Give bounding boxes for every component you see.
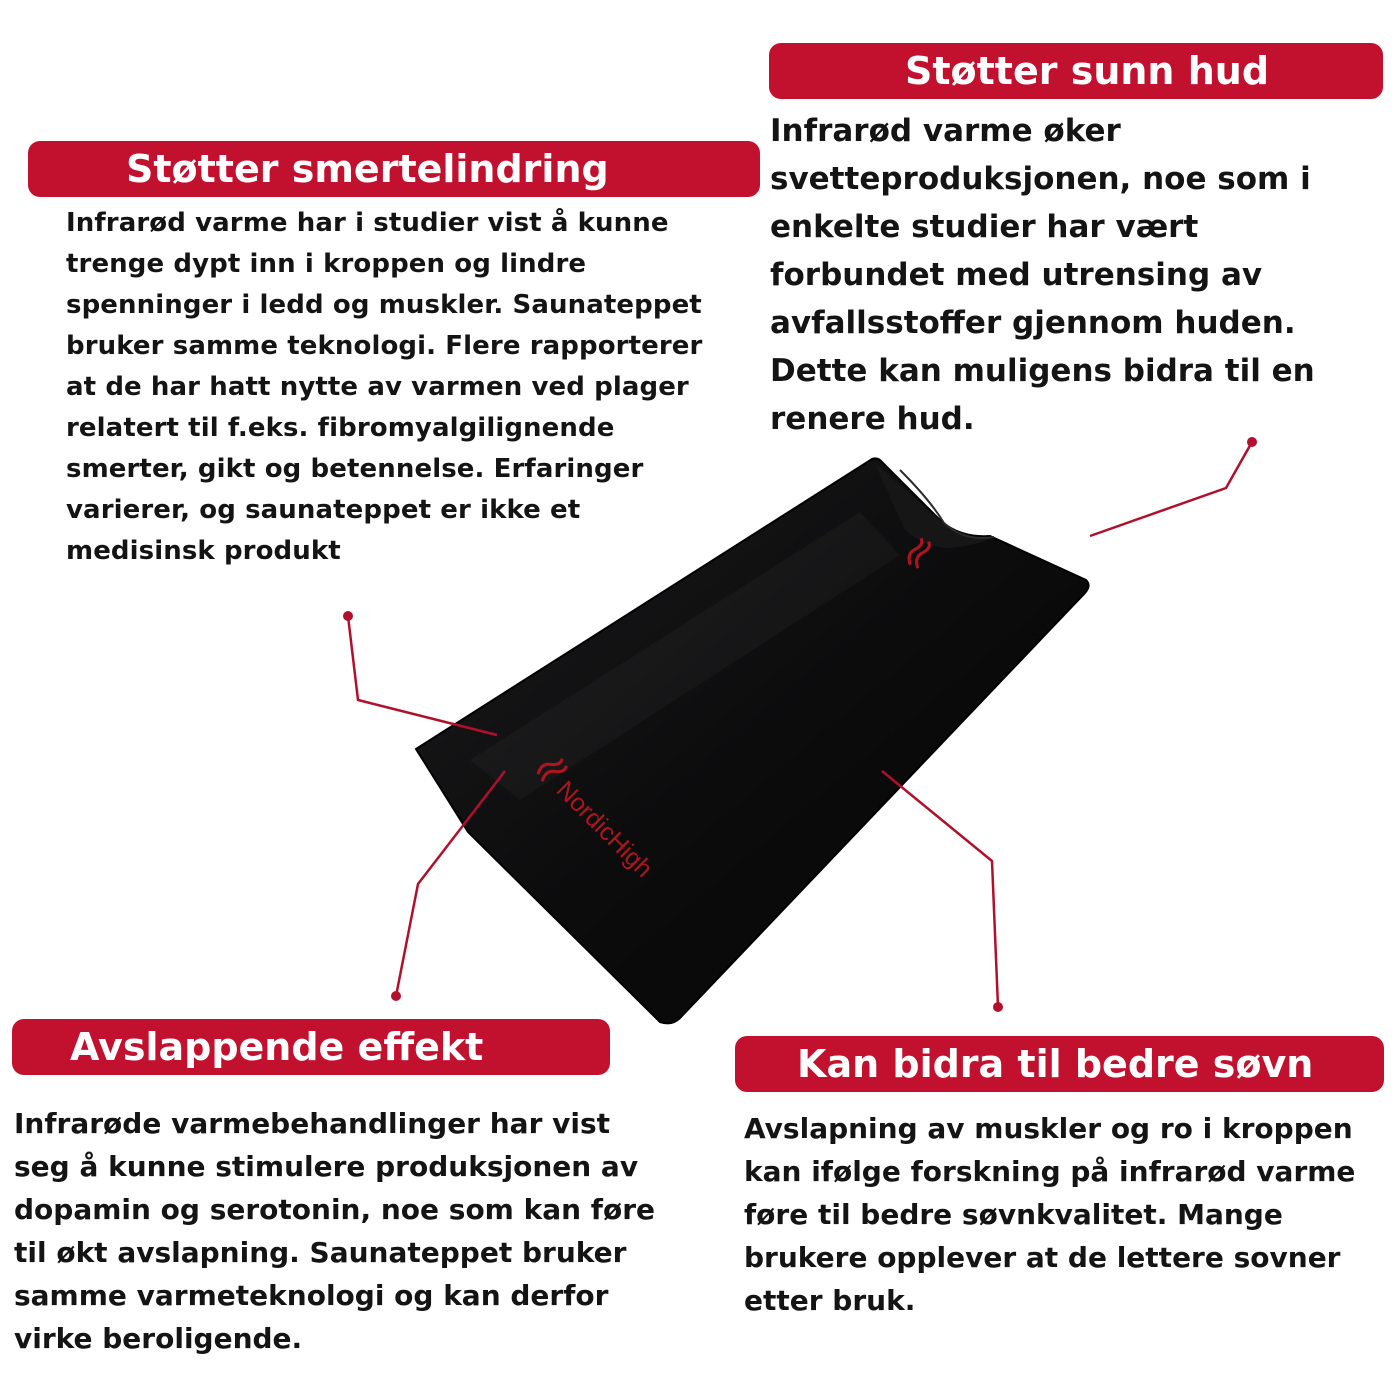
connector-dot-relax (391, 991, 401, 1001)
healthy-skin-text: Infrarød varme øker svetteproduksjonen, noe som i enkelte studier har vært forbundet med utrensing av avfallsstoffer gjennom huden. Dette kan muligens bidra til en renere hud. (770, 113, 1315, 437)
connector-dot-sleep (993, 1002, 1003, 1012)
relaxing-effect-title: Avslappende effekt (70, 1025, 484, 1069)
connector-skin (1090, 442, 1252, 536)
healthy-skin-banner (769, 43, 1383, 99)
better-sleep-text: Avslapning av muskler og ro i kroppen kan ifølge forskning på infrarød varme føre til bedre søvnkvalitet. Mange brukere opplever at de lettere sovner etter bruk. (744, 1112, 1356, 1317)
pain-relief-text: Infrarød varme har i studier vist å kunne trenge dypt inn i kroppen og lindre spenninger i ledd og muskler. Saunateppet bruker samme teknologi. Flere rapporterer at de har hatt nytte av varmen ved plager relatert til f.eks. fibromyalgilignende smerter, gikt og betennelse. Erfaringer varierer, og saunateppet er ikke et medisinsk produkt (66, 208, 703, 566)
relaxing-effect-text: Infrarøde varmebehandlinger har vist seg å kunne stimulere produksjonen av dopamin og serotonin, noe som kan føre til økt avslapning. Saunateppet bruker samme varmeteknologi og kan derfor virke beroligende. (14, 1107, 656, 1355)
better-sleep-title: Kan bidra til bedre søvn (797, 1042, 1314, 1086)
relaxing-effect-banner (12, 1019, 610, 1075)
connector-sleep (882, 771, 998, 1007)
healthy-skin-title: Støtter sunn hud (905, 49, 1270, 93)
pain-relief-banner (28, 141, 760, 197)
pain-relief-title: Støtter smertelindring (126, 147, 609, 191)
better-sleep-banner (735, 1036, 1384, 1092)
connector-dot-pain (343, 611, 353, 621)
brand-name: NordicHigh (550, 775, 659, 883)
